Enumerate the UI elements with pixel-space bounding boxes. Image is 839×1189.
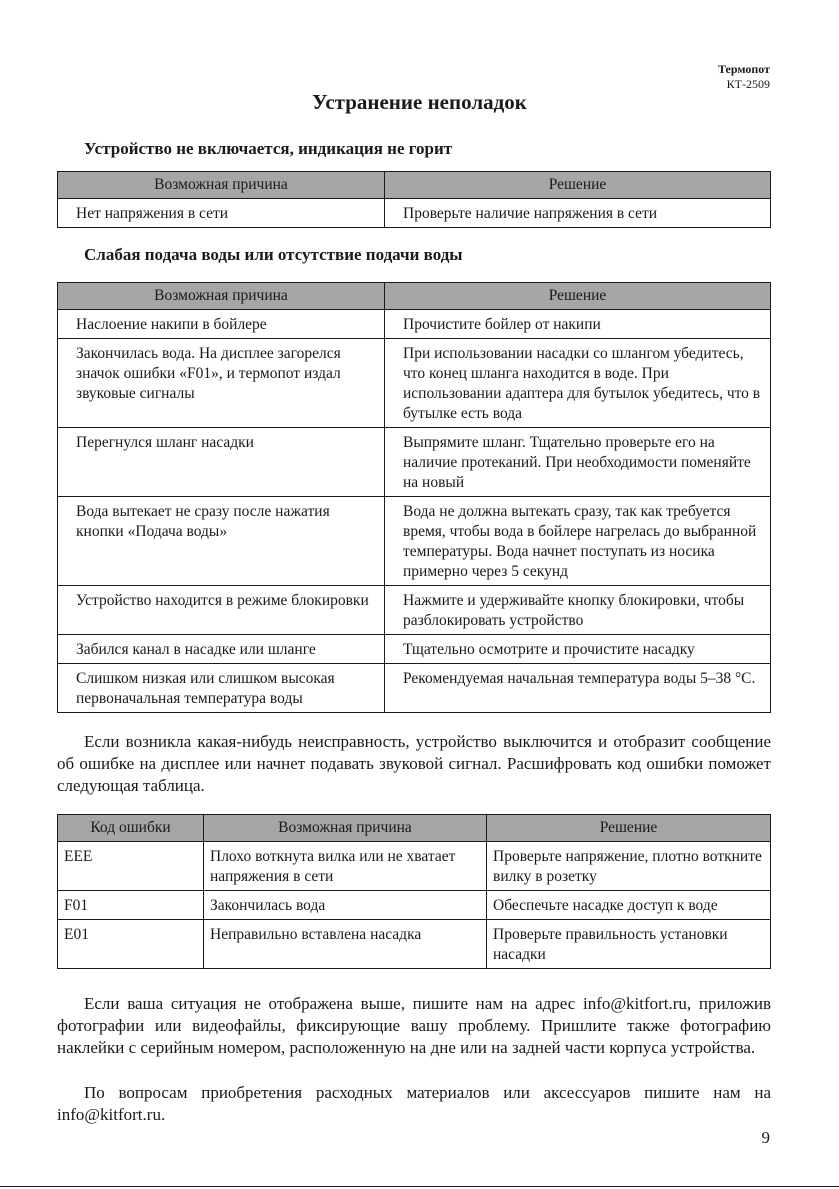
error-code-table [57,814,771,969]
cause-cell: Плохо воткнута вилка или не хватает напряжения в сети [204,842,487,891]
bottom-divider [0,1186,839,1187]
page-header [718,62,770,92]
cause-cell: Неправильно вставлена насадка [204,920,487,969]
solution-cell: Рекомендуемая начальная температура воды 5–38 °C. [385,664,771,713]
solution-cell: Тщательно осмотрите и прочистите насадку [385,635,771,664]
table-row [58,310,771,339]
solution-cell: Обеспечьте насадке доступ к воде [487,891,771,920]
cause-cell: Нет напряжения в сети [58,199,385,228]
page-title: Устранение неполадок [312,90,527,114]
col-solution: Решение [385,172,771,199]
cause-cell: Слишком низкая или слишком высокая первоначальная температура воды [58,664,385,713]
cause-cell: Забился канал в насадке или шланге [58,635,385,664]
cause-cell: Вода вытекает не сразу после нажатия кнопки «Подача воды» [58,497,385,586]
model-number: КТ-2509 [726,77,770,91]
section1-heading: Устройство не включается, индикация не горит [84,139,453,158]
col-cause: Возможная причина [58,172,385,199]
page-number: 9 [761,1128,770,1147]
table-row [58,428,771,497]
section1-table [57,171,771,228]
cause-cell: Закончилась вода. На дисплее загорелся значок ошибки «F01», и термопот издал звуковые сигналы [58,339,385,428]
solution-cell: Проверьте правильность установки насадки [487,920,771,969]
solution-cell: Вода не должна вытекать сразу, так как требуется время, чтобы вода в бойлере нагрелась до выбранной температуры. Вода начнет поступать из носика примерно через 5 секунд [385,497,771,586]
code-cell: F01 [58,891,204,920]
solution-cell: При использовании насадки со шлангом убедитесь, что конец шланга находится в воде. При использовании адаптера для бутылок убедитесь, что в бутылке есть вода [385,339,771,428]
cause-cell: Устройство находится в режиме блокировки [58,586,385,635]
product-name: Термопот [717,62,770,76]
error-intro-paragraph: Если возникла какая-нибудь неисправность, устройство выключится и отобразит сообщение об ошибке на дисплее или начнет подавать звуковой сигнал. Расшифровать код ошибки поможет следующая таблица. [57,732,771,795]
table-row [58,586,771,635]
solution-cell: Проверьте напряжение, плотно воткните вилку в розетку [487,842,771,891]
code-cell: EEE [58,842,204,891]
col-code: Код ошибки [58,815,204,842]
col-cause: Возможная причина [58,283,385,310]
solution-cell: Проверьте наличие напряжения в сети [385,199,771,228]
table-row [58,339,771,428]
table-row [58,920,771,969]
col-solution: Решение [385,283,771,310]
table-row [58,891,771,920]
cause-cell: Закончилась вода [204,891,487,920]
table-row [58,497,771,586]
table-row [58,664,771,713]
solution-cell: Выпрямите шланг. Тщательно проверьте его на наличие протеканий. При необходимости поменяйте на новый [385,428,771,497]
table-row [58,842,771,891]
section2-table [57,282,771,713]
section2-heading: Слабая подача воды или отсутствие подачи воды [84,245,463,264]
cause-cell: Перегнулся шланг насадки [58,428,385,497]
table-row [58,199,771,228]
solution-cell: Нажмите и удерживайте кнопку блокировки, чтобы разблокировать устройство [385,586,771,635]
cause-cell: Наслоение накипи в бойлере [58,310,385,339]
contact-paragraph: Если ваша ситуация не отображена выше, пишите нам на адрес info@kitfort.ru, приложив фотографии или видеофайлы, фиксирующие вашу проблему. Пришлите также фотографию наклейки с серийным номером, расположенную на дне или на задней части корпуса устройства. [57,994,771,1057]
table-row [58,635,771,664]
col-solution: Решение [487,815,771,842]
col-cause: Возможная причина [204,815,487,842]
solution-cell: Прочистите бойлер от накипи [385,310,771,339]
code-cell: E01 [58,920,204,969]
accessories-paragraph: По вопросам приобретения расходных материалов или аксессуаров пишите нам на info@kitfort.ru. [57,1083,771,1124]
